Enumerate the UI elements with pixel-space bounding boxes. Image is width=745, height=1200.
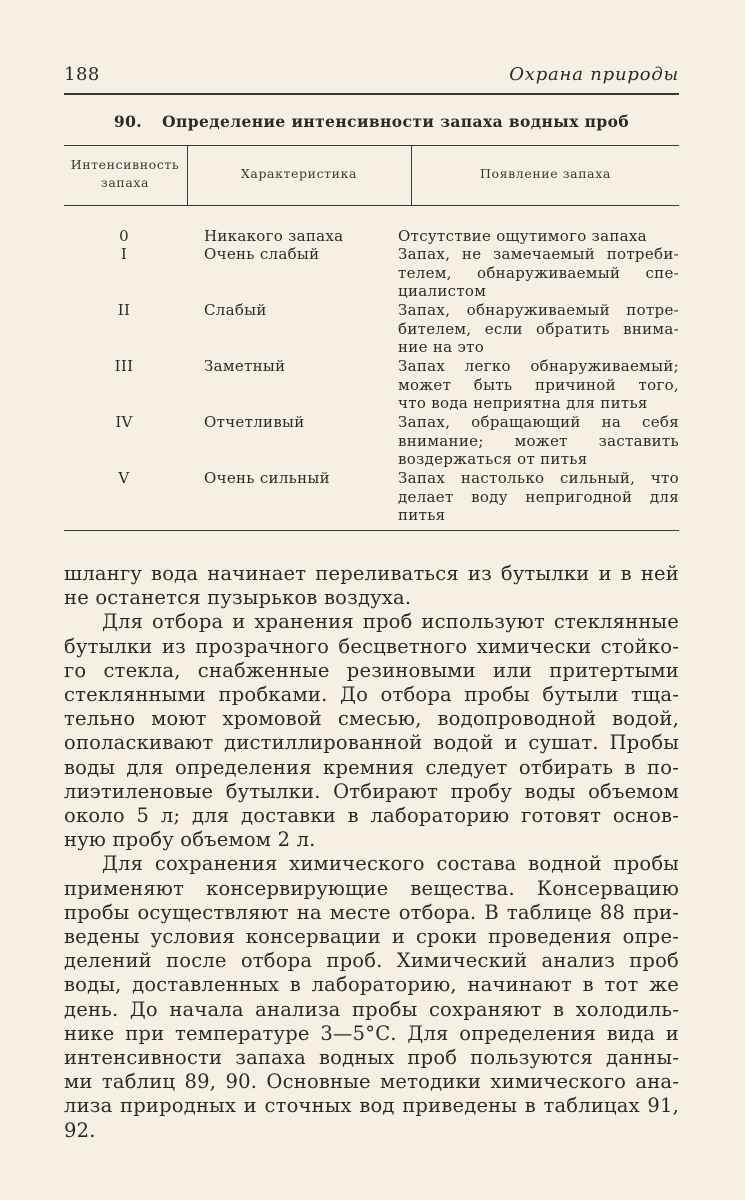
table-rule-top xyxy=(64,145,679,146)
paragraph xyxy=(64,562,679,610)
characteristic-cell: Очень сильный xyxy=(204,469,330,487)
appearance-line: внимание; может заставить xyxy=(398,431,679,450)
characteristic-cell: Слабый xyxy=(204,301,267,319)
table-rule-head xyxy=(64,205,679,206)
appearance-line: Отсутствие ощутимого запаха xyxy=(398,227,647,245)
appearance-line: телем, обнаруживаемый спе- xyxy=(398,263,679,282)
appearance-cell xyxy=(398,301,679,357)
column-header-characteristic: Характеристика xyxy=(240,166,358,181)
text-line: делений после отбора проб. Химический анализ проб xyxy=(64,949,679,973)
text-line: нике при температуре 3—5°С. Для определения вида и xyxy=(64,1021,679,1045)
text-line: около 5 л; для доставки в лабораторию готовят основ- xyxy=(64,804,679,828)
table-title-text: Определение интенсивности запаха водных проб xyxy=(162,112,630,131)
text-line: шлангу вода начинает переливаться из бутылки и в ней xyxy=(64,562,679,585)
column-header-appearance: Появление запаха xyxy=(480,166,611,181)
page-number: 188 xyxy=(64,64,100,85)
appearance-line: бителем, если обратить внима- xyxy=(398,319,679,338)
intensity-cell: III xyxy=(114,357,134,375)
table-number: 90. xyxy=(113,112,143,131)
appearance-line: может быть причиной того, xyxy=(398,375,679,394)
intensity-cell: IV xyxy=(115,413,133,431)
text-line: Для сохранения химического состава водной пробы xyxy=(102,852,679,876)
characteristic-cell: Заметный xyxy=(204,357,286,375)
appearance-line: воздержаться от питья xyxy=(398,450,588,468)
appearance-line: питья xyxy=(398,506,446,524)
appearance-line: Запах настолько сильный, что xyxy=(398,469,679,487)
text-line: 92. xyxy=(64,1118,96,1142)
appearance-line: что вода неприятна для питья xyxy=(398,394,648,412)
text-line: не останется пузырьков воздуха. xyxy=(64,586,412,610)
appearance-line: делает воду непригодной для xyxy=(398,487,679,506)
appearance-line: Запах, обращающий на себя xyxy=(398,413,679,431)
text-line: день. До начала анализа пробы сохраняют в холодиль- xyxy=(64,997,679,1021)
body-text xyxy=(64,562,679,1143)
page-header xyxy=(64,62,679,92)
intensity-cell: II xyxy=(117,301,131,319)
appearance-cell xyxy=(398,227,679,246)
characteristic-cell: Очень слабый xyxy=(204,245,320,263)
characteristic-cell: Отчетливый xyxy=(204,413,305,431)
table-title xyxy=(64,112,679,131)
appearance-cell xyxy=(398,245,679,301)
text-line: воды для определения кремния следует отбирать в по- xyxy=(64,755,679,779)
paragraph xyxy=(64,610,679,852)
appearance-line: ние на это xyxy=(398,338,485,356)
paragraph xyxy=(64,852,679,1142)
header-rule xyxy=(64,93,679,95)
text-line: Для отбора и хранения проб используют стеклянные xyxy=(102,610,679,634)
text-line: ную пробу объемом 2 л. xyxy=(64,828,316,852)
column-header-intensity: Интенсивность запаха xyxy=(70,157,180,190)
text-line: ополаскивают дистиллированной водой и сушат. Пробы xyxy=(64,731,679,755)
appearance-line: Запах, не замечаемый потреби- xyxy=(398,245,679,263)
text-line: тельно моют хромовой смесью, водопроводной водой, xyxy=(64,707,679,731)
text-line: лиза природных и сточных вод приведены в таблицах 91, xyxy=(64,1094,679,1118)
appearance-line: Запах легко обнаруживаемый; xyxy=(398,357,679,375)
appearance-cell xyxy=(398,357,679,413)
text-line: пробы осуществляют на месте отбора. В таблице 88 при- xyxy=(64,900,679,924)
text-line: лиэтиленовые бутылки. Отбирают пробу воды объемом xyxy=(64,779,679,803)
appearance-cell xyxy=(398,413,679,469)
intensity-cell: 0 xyxy=(119,227,129,245)
appearance-line: Запах, обнаруживаемый потре- xyxy=(398,301,679,319)
text-line: применяют консервирующие вещества. Консервацию xyxy=(64,876,679,900)
characteristic-cell: Никакого запаха xyxy=(204,227,344,245)
intensity-cell: V xyxy=(118,469,130,487)
text-line: бутылки из прозрачного бесцветного химически стойко- xyxy=(64,634,679,658)
appearance-cell xyxy=(398,469,679,525)
text-line: стеклянными пробками. До отбора пробы бутыли тща- xyxy=(64,683,679,707)
text-line: ми таблиц 89, 90. Основные методики химического ана- xyxy=(64,1070,679,1094)
intensity-cell: I xyxy=(120,245,128,263)
text-line: го стекла, снабженные резиновыми или притертыми xyxy=(64,658,679,682)
running-title: Охрана природы xyxy=(509,64,679,85)
text-line: воды, доставленных в лабораторию, начинают в тот же xyxy=(64,973,679,997)
text-line: интенсивности запаха водных проб пользуются данны- xyxy=(64,1046,679,1070)
text-line: ведены условия консервации и сроки проведения опре- xyxy=(64,925,679,949)
appearance-line: циалистом xyxy=(398,282,487,300)
table-rule-bottom xyxy=(64,530,679,531)
